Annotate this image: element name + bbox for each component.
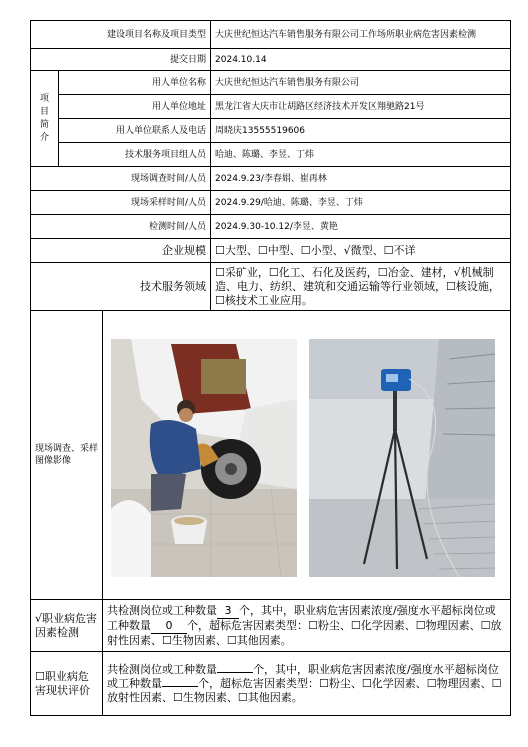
detection-content (103, 600, 511, 652)
sampler-on-tripod-photo (309, 339, 495, 577)
evaluation-text-3: 个，超标危害因素类型：☐粉尘、☐化学因素、☐物理因素、☐放射性因素、☐生物因素、☐其他因素。 (107, 676, 502, 704)
testing-label: 检测时间/人员 (31, 215, 211, 239)
sampling-label: 现场采样时间/人员 (31, 191, 211, 215)
detection-text-2: 个，其中，职业病危害因素浓度/强度水平超标岗位或工种数量 (107, 603, 496, 632)
evaluation-label: ☐职业病危害现状评价 (31, 652, 103, 716)
address-label: 用人单位地址 (59, 95, 211, 119)
scale-label: 企业规模 (31, 239, 211, 263)
survey-value: 2024.9.23/李春娟、崔再林 (211, 167, 511, 191)
team-label: 技术服务项目组人员 (59, 143, 211, 167)
detected-post-count: 3 (217, 604, 239, 619)
contact-value: 周晓庆13555519606 (211, 119, 511, 143)
scale-value: ☐大型、☐中型、☐小型、√微型、☐不详 (211, 239, 511, 263)
report-page (30, 20, 510, 730)
project-info-table (30, 20, 511, 716)
contact-label: 用人单位联系人及电话 (59, 119, 211, 143)
worker-cleaning-wheel-photo (111, 339, 297, 577)
employer-value: 大庆世纪恒达汽车销售服务有限公司 (211, 71, 511, 95)
detection-text-1: 共检测岗位或工种数量 (107, 603, 217, 617)
project-name-value: 大庆世纪恒达汽车销售服务有限公司工作场所职业病危害因素检测 (211, 21, 511, 49)
team-value: 哈迪、陈璐、李昱、丁炜 (211, 143, 511, 167)
field-label: 技术服务领域 (31, 263, 211, 311)
evaluation-blank-1 (217, 672, 253, 673)
project-name-label: 建设项目名称及项目类型 (31, 21, 211, 49)
submit-date-value: 2024.10.14 (211, 49, 511, 71)
detection-text-3: 个，超标危害因素类型：☐粉尘、☐化学因素、☐物理因素、☐放射性因素、☐生物因素、☐其他因素。 (107, 618, 502, 647)
project-intro-label: 项目简介 (31, 71, 59, 167)
testing-value: 2024.9.30-10.12/李昱、黄艳 (211, 215, 511, 239)
evaluation-content (103, 652, 511, 716)
sampling-value: 2024.9.29/哈迪、陈璐、李昱、丁炜 (211, 191, 511, 215)
survey-label: 现场调查时间/人员 (31, 167, 211, 191)
detection-label: √职业病危害因素检测 (31, 600, 103, 652)
submit-date-label: 提交日期 (31, 49, 211, 71)
exceeding-post-count: 0 (151, 619, 187, 634)
evaluation-text-2: 个，其中，职业病危害因素浓度/强度水平超标岗位或工种数量 (107, 662, 499, 690)
evaluation-text-1: 共检测岗位或工种数量 (107, 662, 217, 676)
field-value: ☐采矿业，☐化工、石化及医药，☐冶金、建材，√机械制造、电力、纺织、建筑和交通运输等行业领域，☐核设施，☐核技术工业应用。 (211, 263, 511, 311)
evaluation-blank-2 (162, 686, 198, 687)
photo-cell (103, 311, 511, 600)
photo-label: 现场调查、采样图像影像 (31, 311, 103, 600)
employer-label: 用人单位名称 (59, 71, 211, 95)
address-value: 黑龙江省大庆市让胡路区经济技术开发区翔驰路21号 (211, 95, 511, 119)
